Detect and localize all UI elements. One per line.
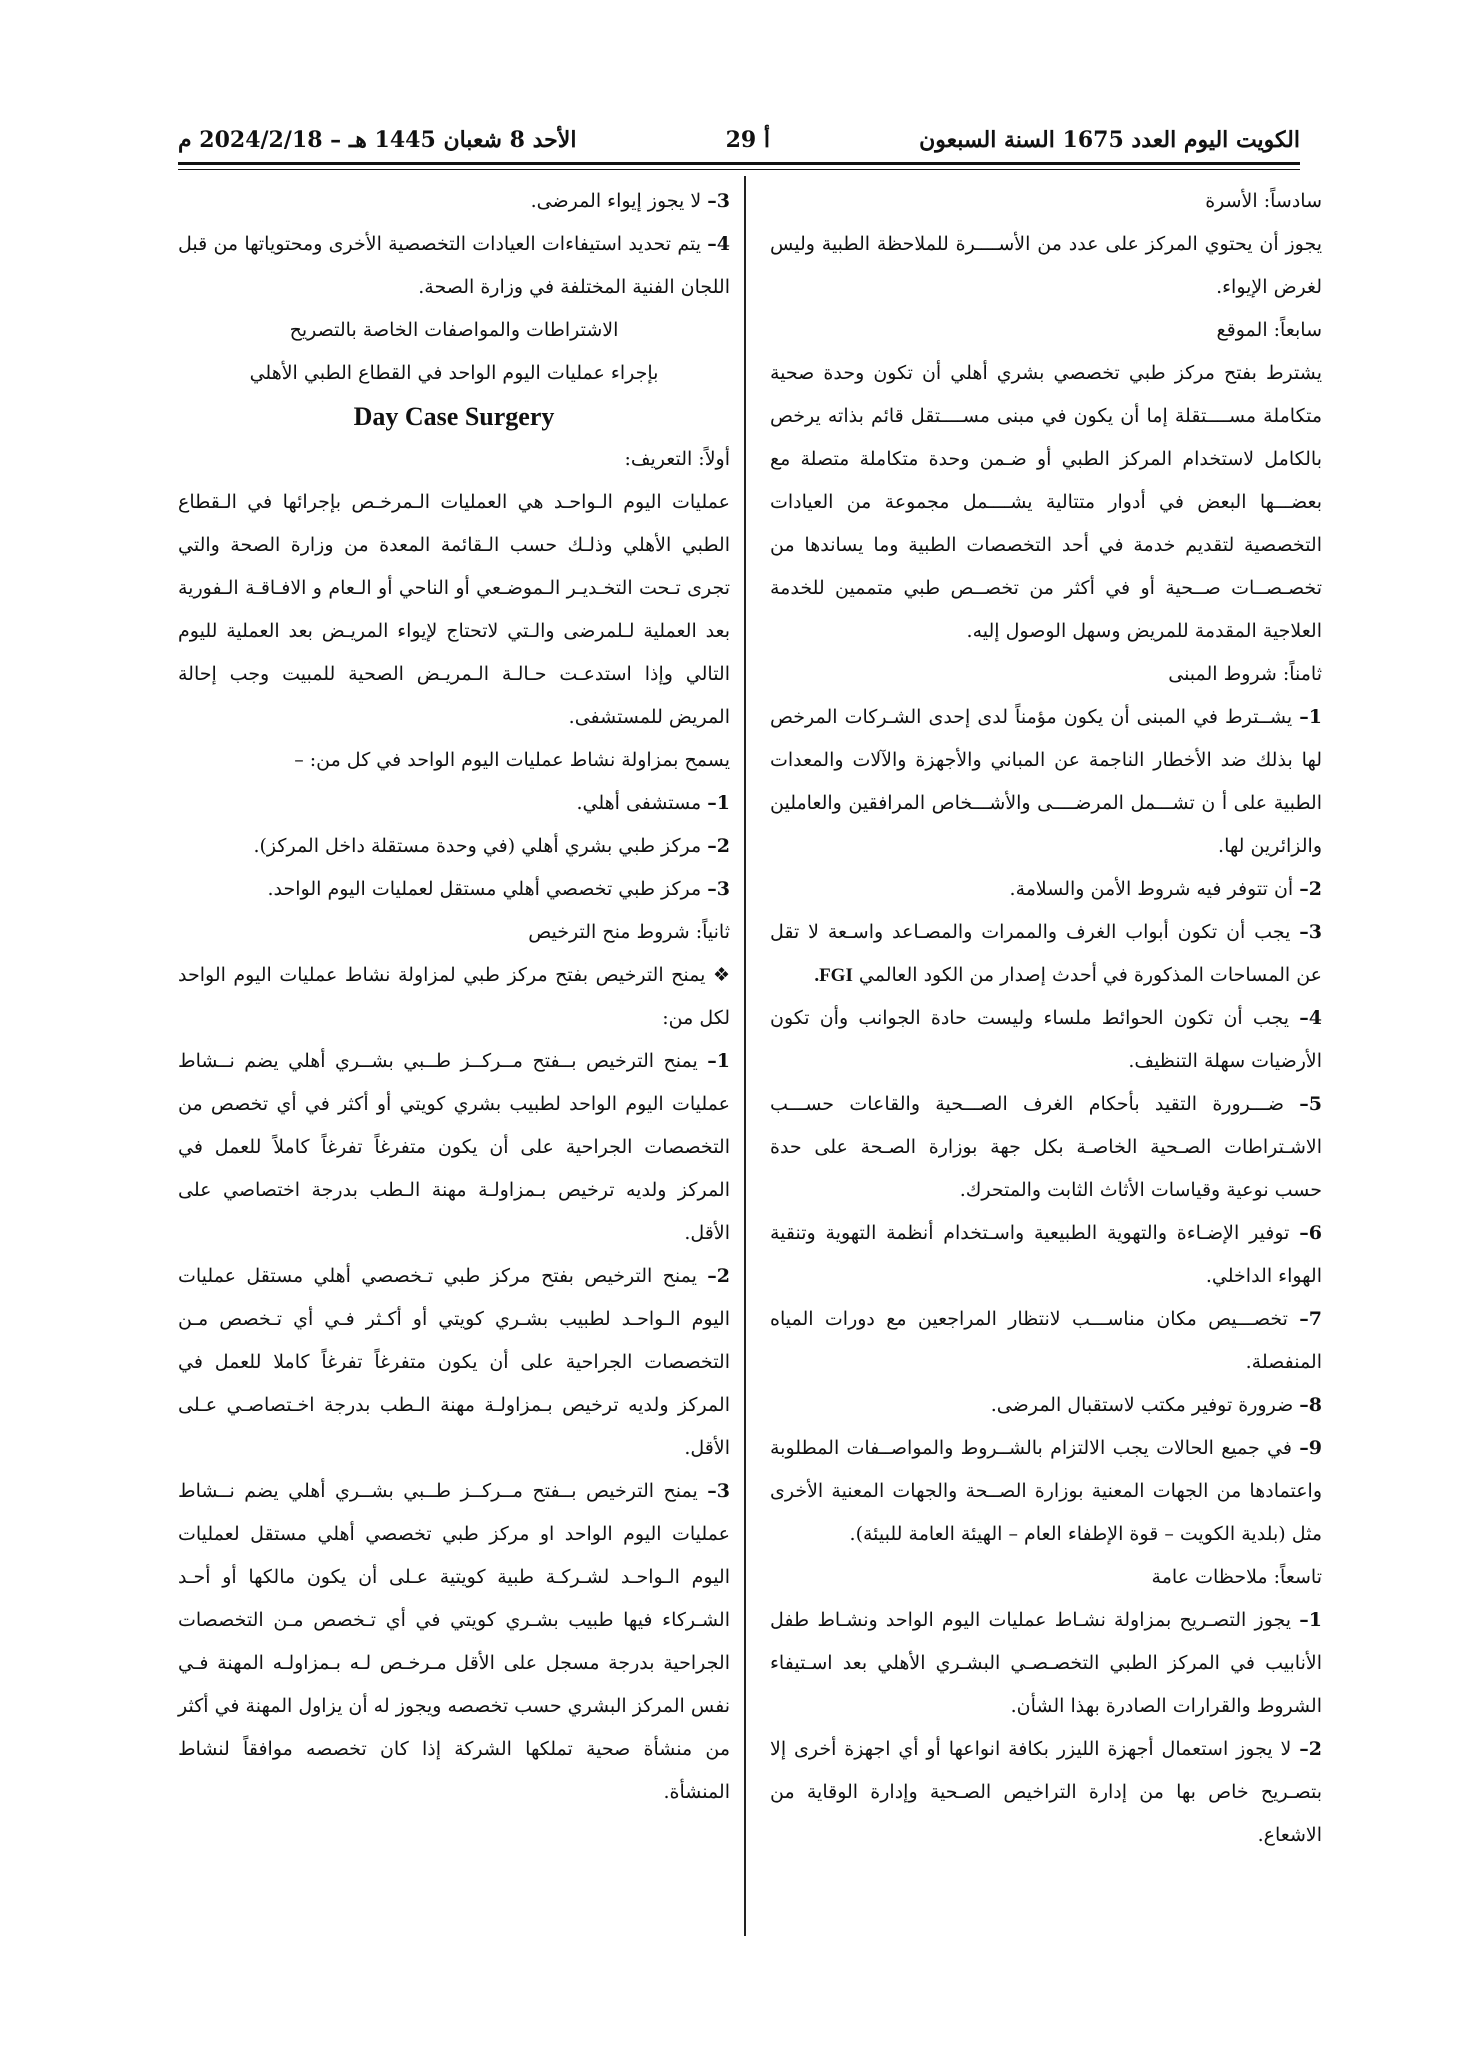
item-number: 3– xyxy=(707,190,730,212)
item-text: يمنح الترخيص بفتح مركز طبي تـخصصي أهلي مستقل عمليات اليوم الـواحـد لطبيب بشـري كويتي أو أكـثر فـي أي تـخصص مـن التخصصات الجراحية على أن يكون متفرغاً تفرغاً كاملا للعمل في المركز ولديه ترخيص بـمزاولـة مهنة الـطب بدرجة اخـتصاصـي عـلى الأقل. xyxy=(178,1265,730,1459)
item-text: لا يجوز إيواء المرضى. xyxy=(530,190,702,212)
list-item xyxy=(770,1384,1322,1427)
section-2-bullet: ❖ يمنح الترخيص بفتح مركز طبي لمزاولة نشاط عمليات اليوم الواحد لكل من: xyxy=(178,964,730,1029)
item-number: 2– xyxy=(707,835,730,857)
page-number: أ 29 xyxy=(725,127,770,153)
item-number: 4– xyxy=(1299,1007,1322,1029)
item-text: مركز طبي بشري أهلي (في وحدة مستقلة داخل المركز). xyxy=(253,835,702,857)
list-item xyxy=(770,1599,1322,1728)
item-text: يمنح الترخيص بــفتح مــركــز طــبي بشــري أهلي يضم نــشاط عمليات اليوم الواحد او مركز طبي تخصصي أهلي مستقل لعمليات اليوم الـواحـد لشـركـة طبية كويتية عـلى أن يكون مالكها أو أحـد الشـركاء فيها طبيب بشـري كويتي في أي تـخصص مـن التخصصات الجراحية بدرجة مسجل على الأقل مـرخـص لـه بـمزاولـه المهنة فـي نفس المركز البشري حسب تخصصه ويجوز له أن يزاول المهنة في أكثر من منشأة صحية تملكها الشركة إذا كان تخصصه موافقاً لنشاط المنشأة. xyxy=(178,1480,730,1803)
section-8-title: ثامناً: شروط المبنى xyxy=(1168,663,1322,685)
right-column xyxy=(770,180,1322,1857)
item-number: 2– xyxy=(1299,1738,1322,1760)
item-number: 1– xyxy=(1299,1609,1322,1631)
item-number: 1– xyxy=(707,792,730,814)
item-number: 2– xyxy=(1299,878,1322,900)
item-number: 3– xyxy=(707,1480,730,1502)
list-item xyxy=(178,1470,730,1814)
item-text: مستشفى أهلي. xyxy=(576,792,702,814)
item-text: تخصـــيص مكان مناســـب لانتظار المراجعين مع دورات المياه المنفصلة. xyxy=(770,1308,1322,1373)
section-heading-line-2: بإجراء عمليات اليوم الواحد في القطاع الطبي الأهلي xyxy=(249,362,659,384)
list-item xyxy=(770,911,1322,997)
header-rule-thick xyxy=(178,162,1300,165)
list-item xyxy=(770,997,1322,1083)
page-header xyxy=(178,118,1300,162)
item-number: 4– xyxy=(707,233,730,255)
item-number: 3– xyxy=(1299,921,1322,943)
section-heading-line-1: الاشتراطات والمواصفات الخاصة بالتصريح xyxy=(289,319,619,341)
section-1-title: أولاً: التعريف: xyxy=(624,448,730,470)
list-item xyxy=(770,1298,1322,1384)
item-number: 7– xyxy=(1299,1308,1323,1330)
item-text: توفير الإضـاءة والتهوية الطبيعية واسـتخدام أنظمة التهوية وتنقية الهواء الداخلي. xyxy=(770,1222,1322,1287)
list-item xyxy=(770,1728,1322,1857)
item-number: 1– xyxy=(1299,706,1322,728)
item-text: في جميع الحالات يجب الالتزام بالشــروط والمواصــفات المطلوبة واعتمادها من الجهات المعنية بوزارة الصــحة والجهات المعنية الأخرى مثل (بلدية الكويت – قوة الإطفاء العام – الهيئة العامة للبيئة). xyxy=(770,1437,1322,1545)
item-text: يمنح الترخيص بــفتح مــركــز طــبي بشــري أهلي يضم نــشاط عمليات اليوم الواحد لطبيب بشري كويتي أو أكثر في أي تخصص من التخصصات الجراحية على أن يكون متفرغاً تفرغاً كاملاً للعمل في المركز ولديه ترخيص بـمزاولـة مهنة الـطب بدرجة اختصاصي على الأقل. xyxy=(178,1050,730,1244)
section-6-title: سادساً: الأسرة xyxy=(1205,190,1322,212)
list-item xyxy=(178,825,730,868)
list-item xyxy=(178,223,730,309)
item-text: يجوز التصـريح بمزاولة نشـاط عمليات اليوم الواحد ونشـاط طفل الأنابيب في المركز الطبي التخصـصـي البشـري الأهلي بعد اسـتيفاء الشروط والقرارات الصادرة بهذا الشأن. xyxy=(770,1609,1322,1717)
list-item xyxy=(178,180,730,223)
item-number: 8– xyxy=(1299,1394,1322,1416)
list-item xyxy=(770,1427,1322,1556)
section-1-allowed: يسمح بمزاولة نشاط عمليات اليوم الواحد في كل من: – xyxy=(294,749,730,771)
list-item xyxy=(178,782,730,825)
list-item xyxy=(178,1040,730,1255)
item-text: ضـــرورة التقيد بأحكام الغرف الصـــحية والقاعات حســـب الاشـتراطات الصـحية الخاصـة بكل جهة بوزارة الصـحة على حدة حسب نوعية وقياسات الأثاث الثابت والمتحرك. xyxy=(770,1093,1322,1201)
section-2-title: ثانياً: شروط منح الترخيص xyxy=(528,921,730,943)
list-item xyxy=(178,1255,730,1470)
list-item xyxy=(770,868,1322,911)
item-text: ضرورة توفير مكتب لاستقبال المرضى. xyxy=(990,1394,1294,1416)
item-number: 5– xyxy=(1299,1093,1322,1115)
column-divider xyxy=(744,176,746,1936)
list-item xyxy=(770,1212,1322,1298)
section-9-title: تاسعاً: ملاحظات عامة xyxy=(1151,1566,1322,1588)
list-item xyxy=(178,868,730,911)
section-7-title: سابعاً: الموقع xyxy=(1216,319,1322,341)
item-number: 6– xyxy=(1299,1222,1322,1244)
section-6-body: يجوز أن يحتوي المركز على عدد من الأســــرة للملاحظة الطبية وليس لغرض الإيواء. xyxy=(770,233,1322,298)
item-number: 2– xyxy=(707,1265,730,1287)
item-number: 3– xyxy=(707,878,730,900)
item-text: مركز طبي تخصصي أهلي مستقل لعمليات اليوم الواحد. xyxy=(267,878,702,900)
section-1-body: عمليات اليوم الـواحـد هي العمليات الـمرخـص بإجرائها في الـقطاع الطبي الأهلي وذلـك حسب الـقائمة المعدة من وزارة الصحة والتي تجرى تـحت التخـديـر الـموضـعي أو الناحي أو الـعام و الافـاقـة الـفورية بعد العملية لـلمرضى والـتي لاتحتاج لإيواء المريـض بعد العملية لليوم التالي وإذا استدعـت حـالـة الـمريـض الصحية للمبيت وجب إحالة المريض للمستشفى. xyxy=(178,491,730,728)
item-text: يجب أن تكون الحوائط ملساء وليست حادة الجوانب وأن تكون الأرضيات سهلة التنظيف. xyxy=(770,1007,1322,1072)
fgi-code: FGI. xyxy=(814,965,853,986)
item-text: يجب أن تكون أبواب الغرف والممرات والمصـاعد واسـعة لا تقل عن المساحات المذكورة في أحدث إصدار من الكود العالمي xyxy=(770,921,1322,986)
section-heading-english: Day Case Surgery xyxy=(353,402,555,431)
item-text: لا يجوز استعمال أجهزة الليزر بكافة انواعها أو أي اجهزة أخرى إلا بتصـريح خاص بها من إدارة التراخيص الصـحية وإدارة الوقاية من الاشعاع. xyxy=(770,1738,1322,1846)
issue-date: الأحد 8 شعبان 1445 هـ – 2024/2/18 م xyxy=(178,127,577,153)
list-item xyxy=(770,696,1322,868)
item-text: يشــترط في المبنى أن يكون مؤمناً لدى إحدى الشـركات المرخص لها بذلك ضد الأخطار الناجمة عن المباني والأجهزة والآلات والمعدات الطبية على أ ن تشـــمل المرضــــى والأشـــخاص المرافقين والعاملين والزائرين لها. xyxy=(770,706,1322,857)
item-number: 1– xyxy=(707,1050,730,1072)
left-column xyxy=(178,180,730,1814)
section-7-body: يشترط بفتح مركز طبي تخصصي بشري أهلي أن تكون وحدة صحية متكاملة مســــتقلة إما أن يكون في مبنى مســــتقل قائم بذاته يرخص بالكامل لاستخدام المركز الطبي أو ضـمن وحدة متكاملة متصلة مع بعضـــها البعض في أدوار متتالية يشــــمل مجموعة من العيادات التخصصية لتقديم خدمة في أحد التخصصات الطبية وما يساندها من تخصـصــات صــحية أو في أكثر من تخصــص طبي متممين للخدمة العلاجية المقدمة للمريض وسهل الوصول إليه. xyxy=(770,362,1322,642)
header-rule-thin xyxy=(178,169,1300,170)
gazette-issue: الكويت اليوم العدد 1675 السنة السبعون xyxy=(919,127,1300,153)
item-text: أن تتوفر فيه شروط الأمن والسلامة. xyxy=(1009,878,1294,900)
list-item xyxy=(770,1083,1322,1212)
item-text: يتم تحديد استيفاءات العيادات التخصصية الأخرى ومحتوياتها من قبل اللجان الفنية المختلفة في وزارة الصحة. xyxy=(178,233,730,298)
item-number: 9– xyxy=(1299,1437,1322,1459)
